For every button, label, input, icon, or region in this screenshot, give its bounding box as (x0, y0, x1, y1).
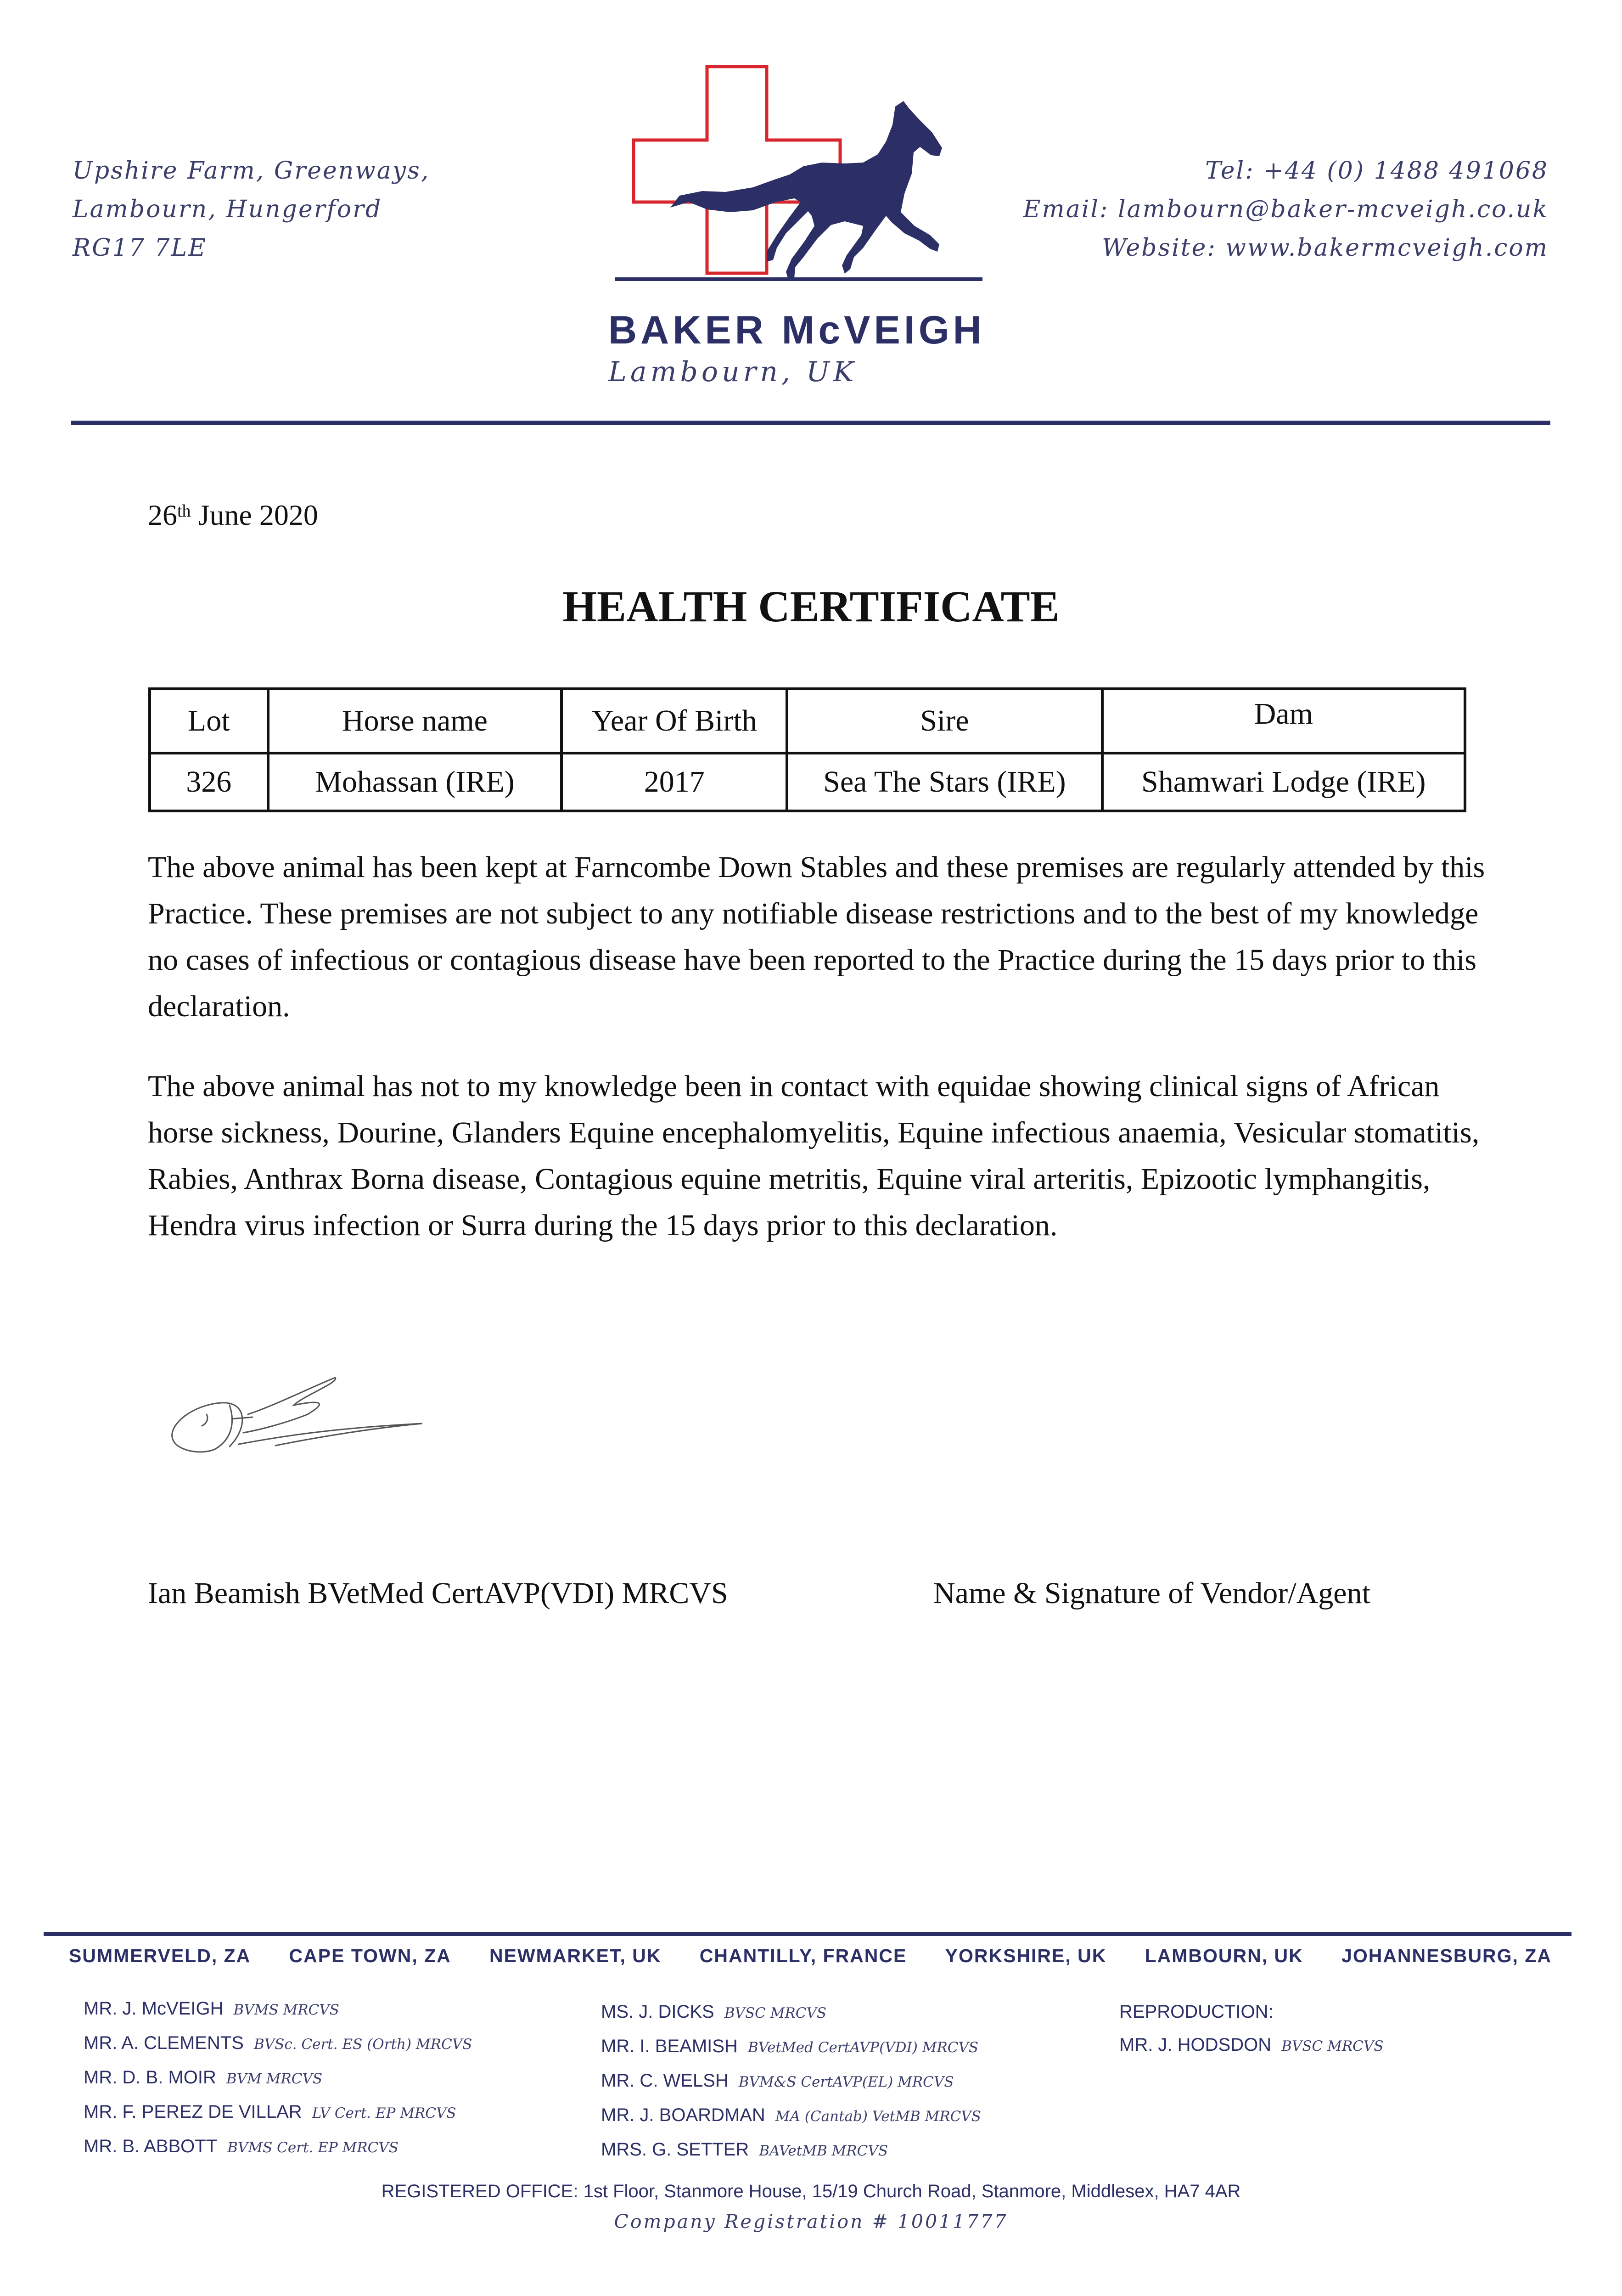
location-item: CAPE TOWN, ZA (289, 1945, 451, 1966)
staff-qualification: BVSC MRCVS (1281, 2038, 1384, 2054)
brand-name: BAKER McVEIGH (608, 308, 985, 352)
staff-name: MR. C. WELSH (601, 2071, 729, 2091)
location-item: CHANTILLY, FRANCE (699, 1945, 907, 1966)
vet-signature (165, 1368, 432, 1483)
cell-year-of-birth: 2017 (561, 753, 787, 811)
address-line: Lambourn, Hungerford (73, 196, 382, 223)
staff-name: MR. J. McVEIGH (84, 1998, 224, 2019)
staff-name: MR. I. BEAMISH (601, 2036, 738, 2056)
practice-address (73, 152, 430, 267)
staff-column-3 (1119, 1995, 1384, 2063)
staff-qualification: BVSC MRCVS (724, 2005, 827, 2021)
staff-member (601, 2099, 981, 2133)
staff-member (84, 2061, 472, 2095)
brand-location: Lambourn, UK (608, 356, 858, 388)
staff-member (601, 2133, 981, 2167)
certificate-date (148, 498, 318, 532)
contact-website: Website: www.bakermcveigh.com (1102, 234, 1549, 262)
staff-qualification: MA (Cantab) VetMB MRCVS (775, 2108, 981, 2125)
staff-member (84, 2130, 472, 2164)
company-registration: Company Registration # 10011777 (614, 2211, 1008, 2233)
staff-qualification: BVMS MRCVS (233, 2002, 339, 2018)
footer-divider (44, 1932, 1571, 1936)
location-item: LAMBOURN, UK (1145, 1945, 1303, 1966)
registered-office: REGISTERED OFFICE: 1st Floor, Stanmore House, 15/19 Church Road, Stanmore, Middlesex, HA7 4AR (381, 2181, 1241, 2201)
staff-member (601, 2030, 981, 2064)
staff-qualification: BAVetMB MRCVS (759, 2143, 888, 2159)
vet-signatory: Ian Beamish BVetMed CertAVP(VDI) MRCVS (148, 1576, 728, 1610)
date-rest: June 2020 (191, 499, 318, 531)
header-lot: Lot (150, 689, 268, 753)
staff-qualification: BVSc. Cert. ES (Orth) MRCVS (253, 2036, 472, 2053)
staff-qualification: BVetMed CertAVP(VDI) MRCVS (747, 2039, 979, 2056)
staff-column-2 (601, 1995, 981, 2167)
staff-name: MRS. G. SETTER (601, 2139, 749, 2160)
horse-details-table (148, 687, 1466, 812)
staff-member (84, 1992, 472, 2026)
galloping-horse-icon (670, 101, 942, 281)
contact-tel: Tel: +44 (0) 1488 491068 (1205, 157, 1549, 185)
staff-qualification: BVM&S CertAVP(EL) MRCVS (738, 2074, 954, 2090)
header-horse-name: Horse name (268, 689, 562, 753)
location-item: SUMMERVELD, ZA (69, 1945, 251, 1966)
staff-member (601, 2064, 981, 2099)
staff-qualification: BVM MRCVS (226, 2071, 323, 2087)
cell-dam: Shamwari Lodge (IRE) (1102, 753, 1465, 811)
header-dam: Dam (1102, 689, 1465, 753)
header-divider (71, 421, 1550, 425)
date-day: 26 (148, 499, 177, 531)
cell-sire: Sea The Stars (IRE) (787, 753, 1102, 811)
staff-column-1 (84, 1992, 472, 2164)
table-header-row (150, 689, 1465, 753)
staff-name: MR. B. ABBOTT (84, 2136, 218, 2156)
location-item: YORKSHIRE, UK (945, 1945, 1107, 1966)
header-year-of-birth: Year Of Birth (561, 689, 787, 753)
contact-email: Email: lambourn@baker-mcveigh.co.uk (1023, 196, 1549, 223)
date-suffix: th (177, 501, 191, 521)
staff-name: MR. D. B. MOIR (84, 2067, 216, 2088)
header-sire: Sire (787, 689, 1102, 753)
address-line: RG17 7LE (73, 234, 207, 262)
staff-name: MR. F. PEREZ DE VILLAR (84, 2102, 302, 2122)
office-locations (69, 1945, 1552, 1967)
cell-horse-name: Mohassan (IRE) (268, 753, 562, 811)
cell-lot: 326 (150, 753, 268, 811)
staff-member (84, 2026, 472, 2061)
reproduction-heading (1119, 1995, 1384, 2028)
disease-contact-statement: The above animal has not to my knowledge been in contact with equidae showing clinical signs of African horse sickness, Dourine, Glanders Equine encephalomyelitis, Equine infectious anaemia, Vesicular stomatitis, Rabies, Anthrax Borna disease, Contagious equine metritis, Equine viral arteritis, Epizootic lymphangitis, Hendra virus infection or Surra during the 15 days prior to this declaration. (148, 1069, 1480, 1242)
staff-name: MR. J. BOARDMAN (601, 2105, 765, 2125)
staff-member (84, 2095, 472, 2130)
premises-statement: The above animal has been kept at Farncombe Down Stables and these premises are regularly attended by this Practice. These premises are not subject to any notifiable disease restrictions and to the best of my knowledge no cases of infectious or contagious disease have been reported to the Practice during the 15 days prior to this declaration. (148, 850, 1485, 1023)
location-item: NEWMARKET, UK (489, 1945, 662, 1966)
practice-contact (1023, 152, 1549, 267)
staff-name: MS. J. DICKS (601, 2002, 714, 2022)
section-label: REPRODUCTION: (1119, 2002, 1274, 2022)
staff-name: MR. J. HODSDON (1119, 2035, 1272, 2055)
staff-member (601, 1995, 981, 2030)
document-title: HEALTH CERTIFICATE (562, 582, 1060, 631)
table-row (150, 753, 1465, 811)
staff-member (1119, 2028, 1384, 2063)
staff-qualification: LV Cert. EP MRCVS (312, 2105, 456, 2122)
staff-name: MR. A. CLEMENTS (84, 2033, 244, 2053)
logo-rule (615, 277, 982, 281)
address-line: Upshire Farm, Greenways, (73, 157, 430, 185)
staff-qualification: BVMS Cert. EP MRCVS (227, 2139, 398, 2156)
location-item: JOHANNESBURG, ZA (1341, 1945, 1552, 1966)
vendor-signatory-label: Name & Signature of Vendor/Agent (933, 1576, 1370, 1610)
